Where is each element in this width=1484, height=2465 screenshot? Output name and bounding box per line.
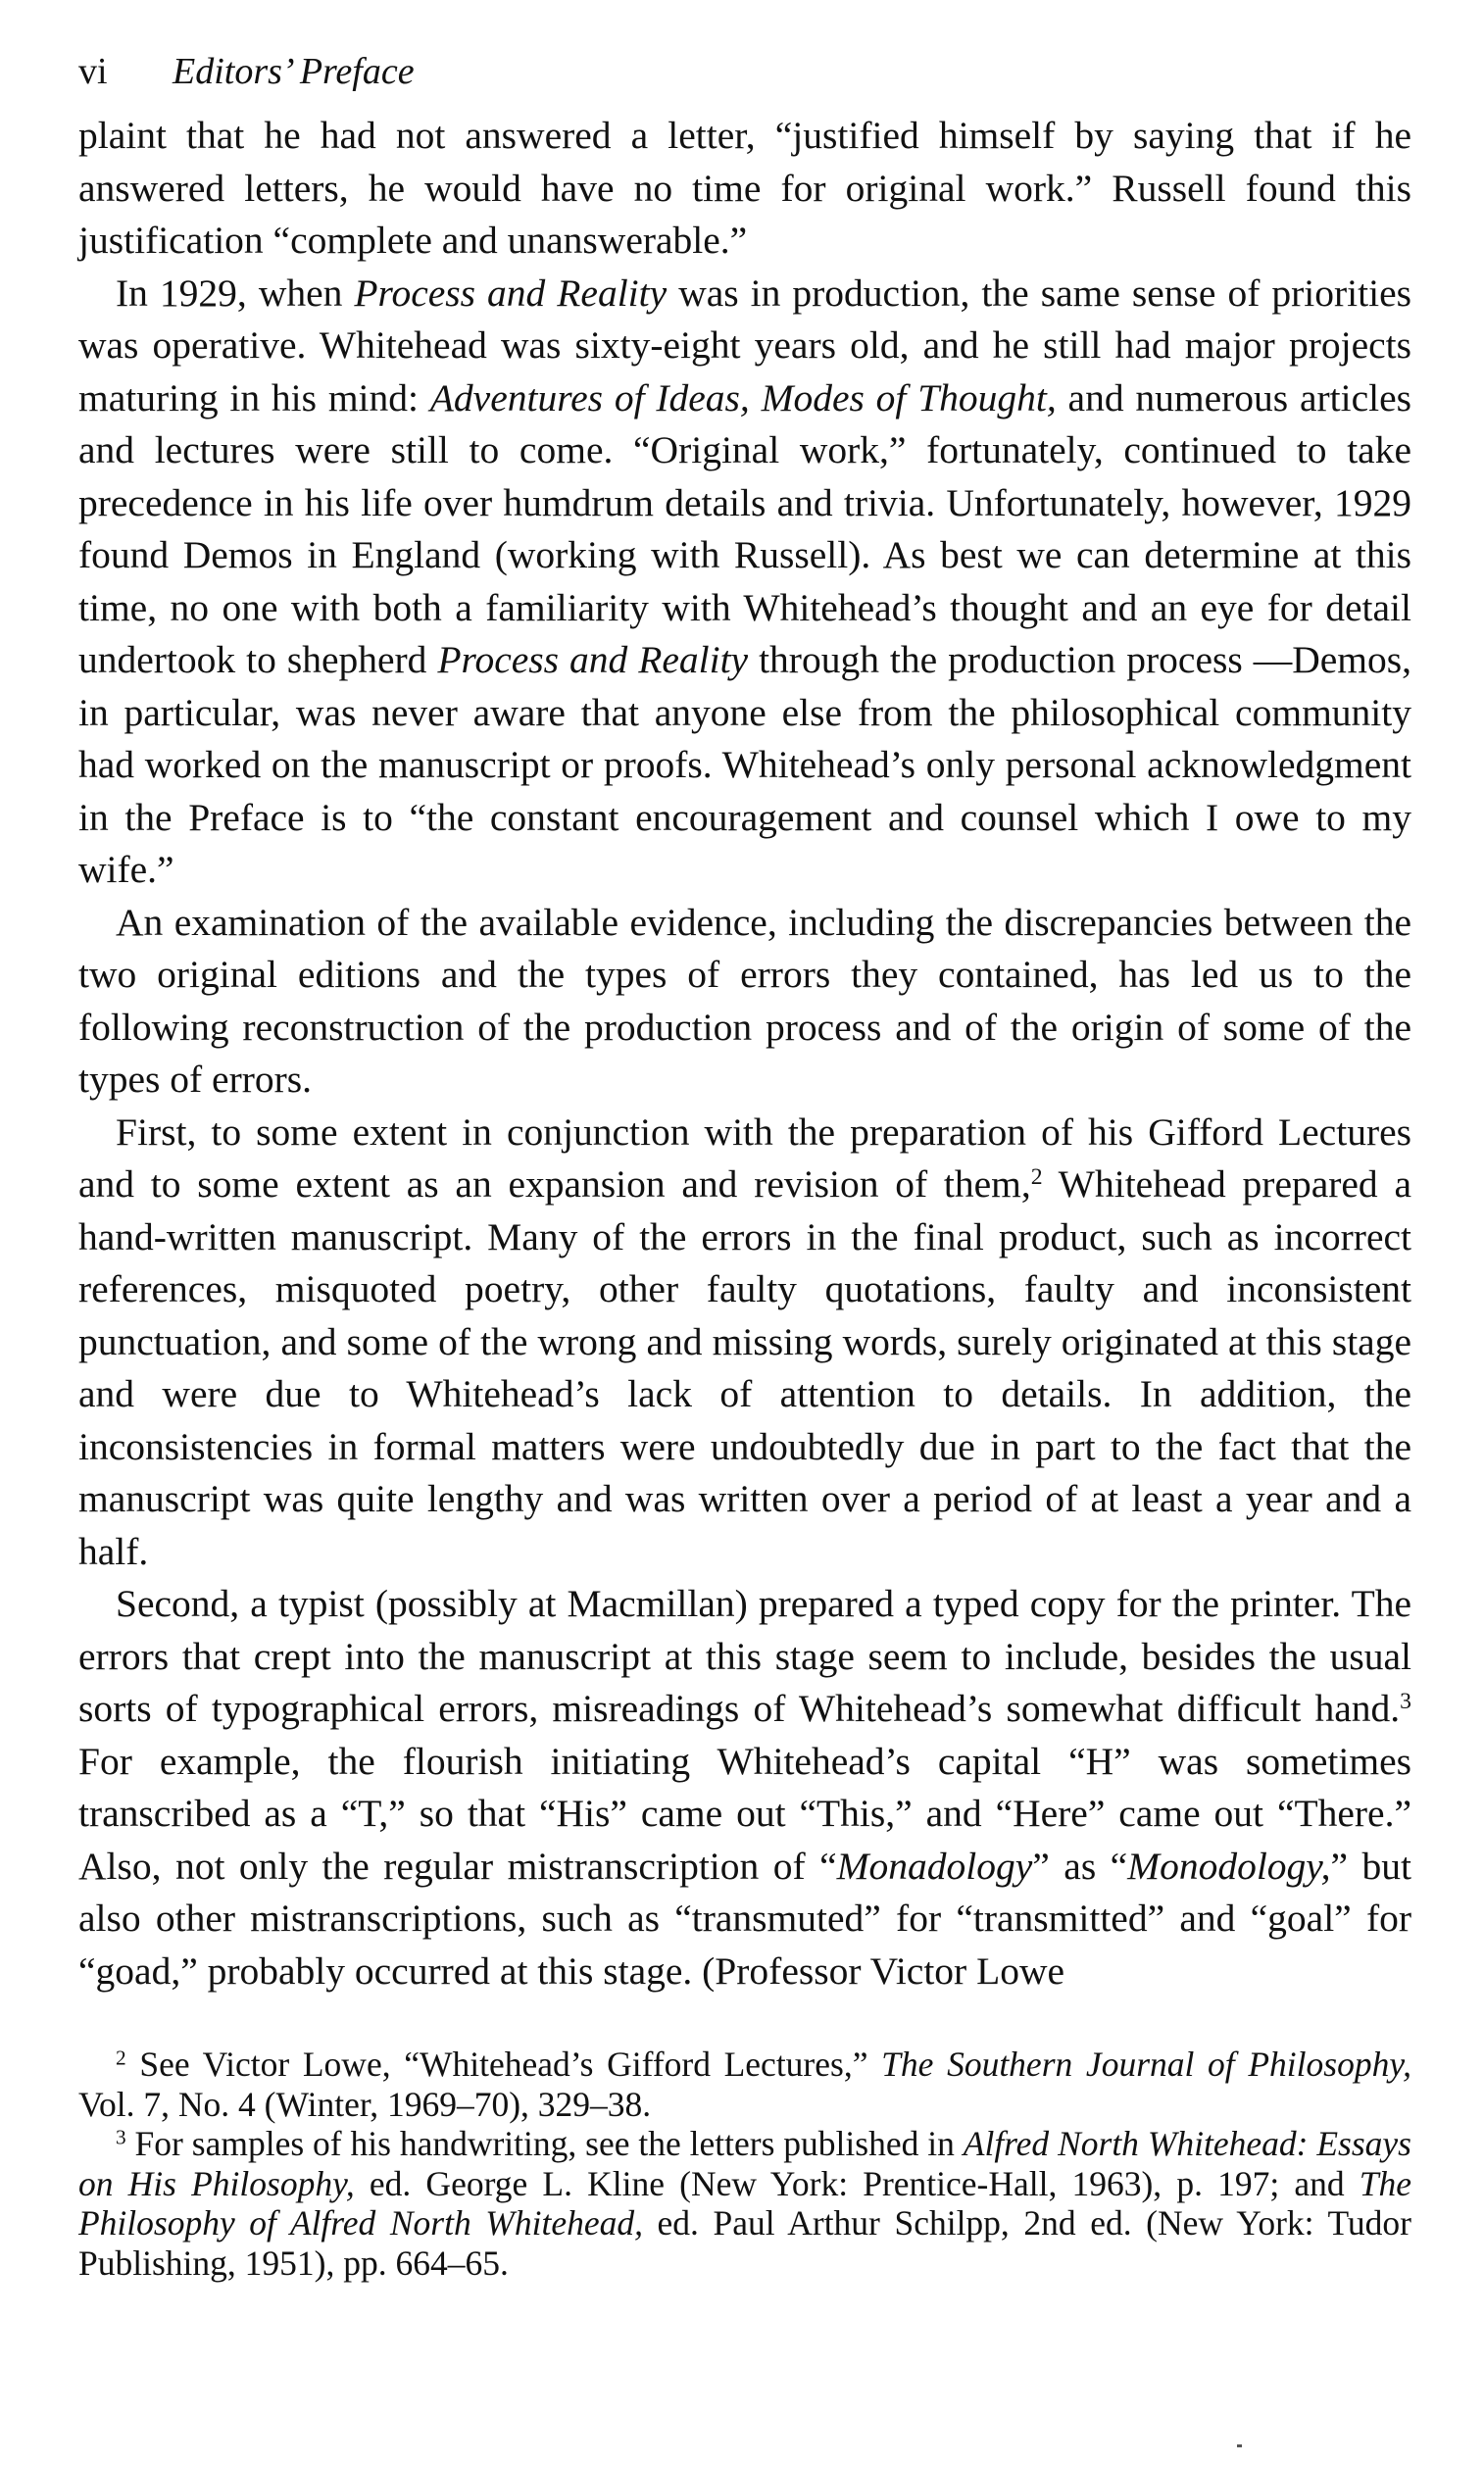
italic-text: Process and Reality bbox=[354, 271, 668, 315]
text-run: Vol. 7, No. 4 (Winter, 1969–70), 329–38. bbox=[78, 2084, 652, 2124]
italic-text: The Southern Journal of Philosophy, bbox=[881, 2045, 1411, 2084]
text-run: and numerous articles and lectures were still to come. “Original work,” fortunately, continued to take precedence in his life over humdrum details and trivia. Unfortunately, however, 1929 found Demos in England (working with Russell). As best we can determine at this time, no one with both a familiarity with Whitehead’s thought and an eye for detail undertook to shepherd bbox=[78, 375, 1412, 681]
text-run: An examination of the available evidence, including the discrepancies between the two original editions and the types of errors they contained, has led us to the following reconstruction of the production process and of the origin of some of the types of errors. bbox=[78, 900, 1411, 1101]
italic-text: Alfred North Whitehead: Essays on His Philosophy, bbox=[78, 2124, 1412, 2203]
running-head bbox=[78, 47, 1411, 102]
footnotes bbox=[78, 2045, 1411, 2283]
italic-text: Process and Reality bbox=[437, 638, 749, 681]
italic-text: The Philosophy of Alfred North Whitehead, bbox=[78, 2163, 1412, 2243]
running-head-title: Editors’ Preface bbox=[173, 51, 415, 92]
italic-text: Monadology bbox=[836, 1844, 1033, 1888]
body-text bbox=[78, 110, 1411, 1997]
text-run: was in production, the same sense of priorities was operative. Whitehead was sixty-eight years old, and he still had major projects maturing in his mind: bbox=[78, 271, 1411, 419]
text-run: ” as “ bbox=[1032, 1844, 1128, 1888]
text-run: Second, a typist (possibly at Macmillan) prepared a typed copy for the printer. The errors that crept into the manuscript at this stage seem to include, besides the usual sorts of typographical errors, misreadings of Whitehead’s somewhat difficult hand. bbox=[78, 1582, 1411, 1730]
text-run: ” but also other mistranscriptions, such as “transmuted” for “transmitted” and “goal” for “goad,” probably occurred at this stage. (Professor Victor Lowe bbox=[78, 1844, 1411, 1993]
text-run: ed. George L. Kline (New York: Prentice-Hall, 1963), p. 197; and bbox=[354, 2163, 1360, 2203]
text-run: First, to some extent in conjunction with the preparation of his Gifford Lectures and to some extent as an expansion and revision of them, bbox=[78, 1109, 1411, 1206]
footnote-ref: 2 bbox=[1030, 1163, 1043, 1190]
footnote bbox=[78, 2045, 1411, 2124]
text-run: In 1929, when bbox=[116, 271, 355, 315]
italic-text: Monodology, bbox=[1127, 1844, 1331, 1888]
paragraph bbox=[78, 110, 1411, 268]
page bbox=[78, 47, 1411, 2283]
text-run: ed. Paul Arthur Schilpp, 2nd ed. (New York: Tudor Publishing, 1951), pp. 664–65. bbox=[78, 2203, 1411, 2283]
italic-text: Adventures of Ideas, Modes of Thought, bbox=[429, 375, 1057, 419]
paragraph bbox=[78, 897, 1411, 1107]
paragraph bbox=[78, 268, 1411, 897]
paragraph bbox=[78, 1578, 1411, 1997]
footnote bbox=[78, 2124, 1411, 2283]
footnote-ref: 3 bbox=[1400, 1688, 1411, 1714]
page-number: vi bbox=[78, 51, 108, 92]
text-run: Whitehead prepared a hand-written manuscript. Many of the errors in the final product, such as incorrect references, misquoted poetry, other faulty quotations, faulty and inconsistent punctuation, and some of the wrong and missing words, surely originated at this stage and were due to Whitehead’s lack of attention to details. In addition, the inconsistencies in formal matters were undoubtedly due in part to the fact that the manuscript was quite lengthy and was written over a period of at least a year and a half. bbox=[78, 1162, 1411, 1573]
footnote-ref: 2 bbox=[116, 2046, 126, 2070]
scan-speck bbox=[1237, 2444, 1242, 2447]
text-run: For example, the flourish initiating Whitehead’s capital “H” was sometimes transcribed as a “T,” so that “His” came out “This,” and “Here” came out “There.” Also, not only the regular mistranscription of “ bbox=[78, 1739, 1411, 1888]
text-run: For samples of his handwriting, see the letters published in bbox=[125, 2124, 964, 2163]
text-run: through the production process —Demos, in particular, was never aware that anyone else from the philosophical community had worked on the manuscript or proofs. Whitehead’s only personal acknowledgment in the Preface is to “the constant encouragement and counsel which I owe to my wife.” bbox=[78, 638, 1411, 891]
text-run: See Victor Lowe, “Whitehead’s Gifford Lectures,” bbox=[125, 2045, 882, 2084]
paragraph bbox=[78, 1107, 1411, 1579]
footnote-ref: 3 bbox=[116, 2125, 126, 2149]
text-run: plaint that he had not answered a letter, “justified himself by saying that if he answered letters, he would have no time for original work.” Russell found this justification “complete and unanswerable.” bbox=[78, 114, 1411, 262]
